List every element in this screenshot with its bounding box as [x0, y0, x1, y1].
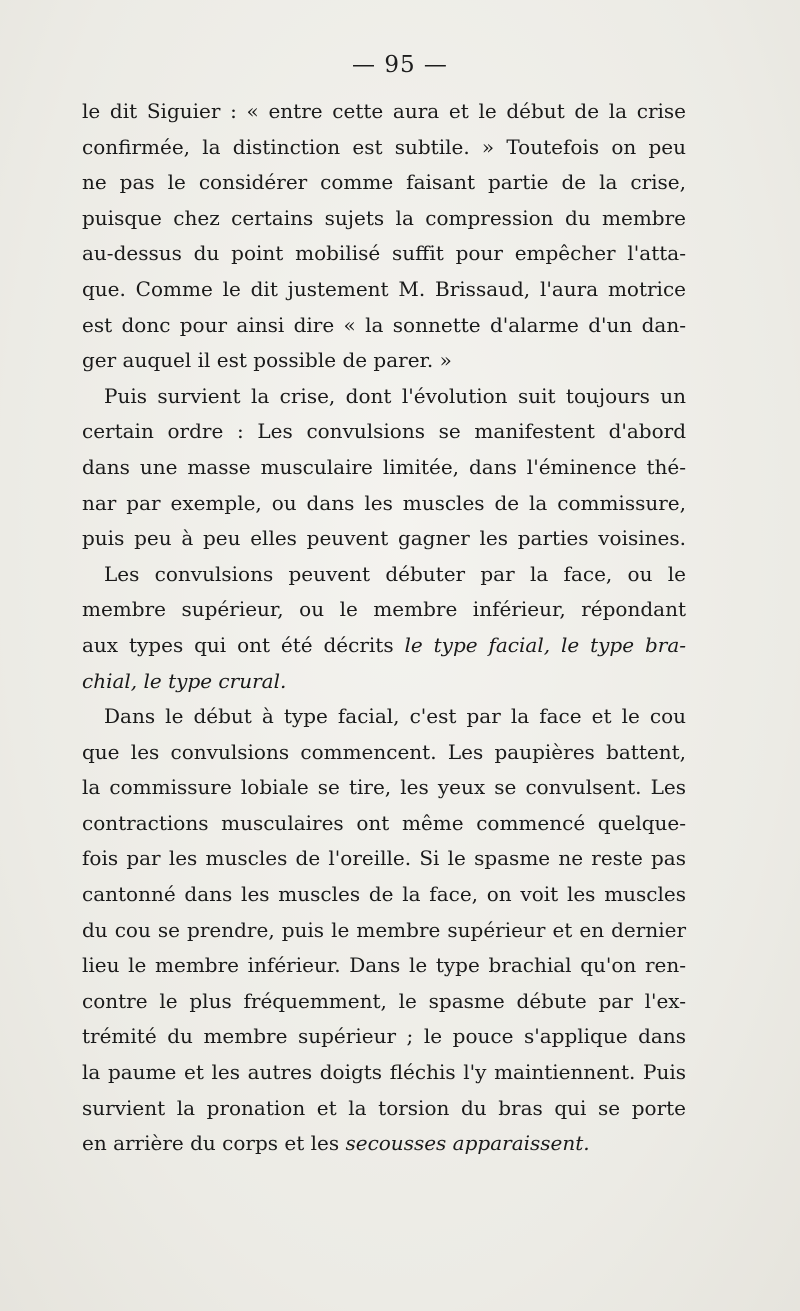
text-line: puis peu à peu elles peuvent gagner les parties voisines.	[82, 526, 686, 551]
text-line: certain ordre : Les convulsions se manifestent d'abord	[82, 419, 686, 444]
text-segment-italic: secousses apparaissent.	[345, 1131, 590, 1156]
text-line-mixed	[82, 628, 686, 664]
text-line: Dans le début à type facial, c'est par la face et le cou	[104, 704, 686, 729]
page-number: — 95 —	[352, 52, 448, 78]
text-line: chial, le type crural.	[82, 668, 287, 693]
text-line: puisque chez certains sujets la compression du membre	[82, 205, 686, 230]
text-line: Puis survient la crise, dont l'évolution suit toujours un	[104, 383, 686, 408]
text-line: nar par exemple, ou dans les muscles de la commissure,	[82, 490, 686, 515]
text-line: contractions musculaires ont même commencé quelque-	[82, 810, 686, 835]
text-line: du cou se prendre, puis le membre supérieur et en dernier	[82, 917, 686, 942]
text-line: cantonné dans les muscles de la face, on voit les muscles	[82, 882, 686, 907]
body-text	[82, 94, 686, 1162]
text-line: est donc pour ainsi dire « la sonnette d'alarme d'un dan-	[82, 312, 686, 337]
text-line: la paume et les autres doigts fléchis l'y maintiennent. Puis	[82, 1060, 686, 1085]
text-line: membre supérieur, ou le membre inférieur, répondant	[82, 597, 686, 622]
text-segment-italic: le type facial, le type bra-	[404, 632, 686, 657]
text-line: la commissure lobiale se tire, les yeux se convulsent. Les	[82, 775, 686, 800]
text-line: le dit Siguier : « entre cette aura et le début de la crise	[82, 99, 686, 123]
text-line: contre le plus fréquemment, le spasme débute par l'ex-	[82, 988, 686, 1013]
text-line: au-dessus du point mobilisé suffit pour empêcher l'atta-	[82, 241, 686, 266]
text-line: trémité du membre supérieur ; le pouce s'applique dans	[82, 1024, 686, 1049]
text-line-mixed	[82, 1126, 686, 1162]
text-line: lieu le membre inférieur. Dans le type brachial qu'on ren-	[82, 953, 686, 978]
text-line: ne pas le considérer comme faisant partie de la crise,	[82, 170, 686, 195]
text-line: ger auquel il est possible de parer. »	[82, 348, 452, 373]
text-line: confirmée, la distinction est subtile. » Toutefois on peu	[82, 134, 686, 159]
text-segment: aux types qui ont été décrits	[82, 632, 405, 657]
text-line: Les convulsions peuvent débuter par la face, ou le	[104, 561, 686, 586]
text-segment: en arrière du corps et les	[82, 1131, 346, 1156]
text-line: que les convulsions commencent. Les paupières battent,	[82, 739, 686, 764]
text-line: que. Comme le dit justement M. Brissaud, l'aura motrice	[82, 276, 686, 301]
text-line: fois par les muscles de l'oreille. Si le spasme ne reste pas	[82, 846, 686, 871]
text-line: dans une masse musculaire limitée, dans l'éminence thé-	[82, 454, 686, 479]
text-line: survient la pronation et la torsion du bras qui se porte	[82, 1095, 686, 1120]
